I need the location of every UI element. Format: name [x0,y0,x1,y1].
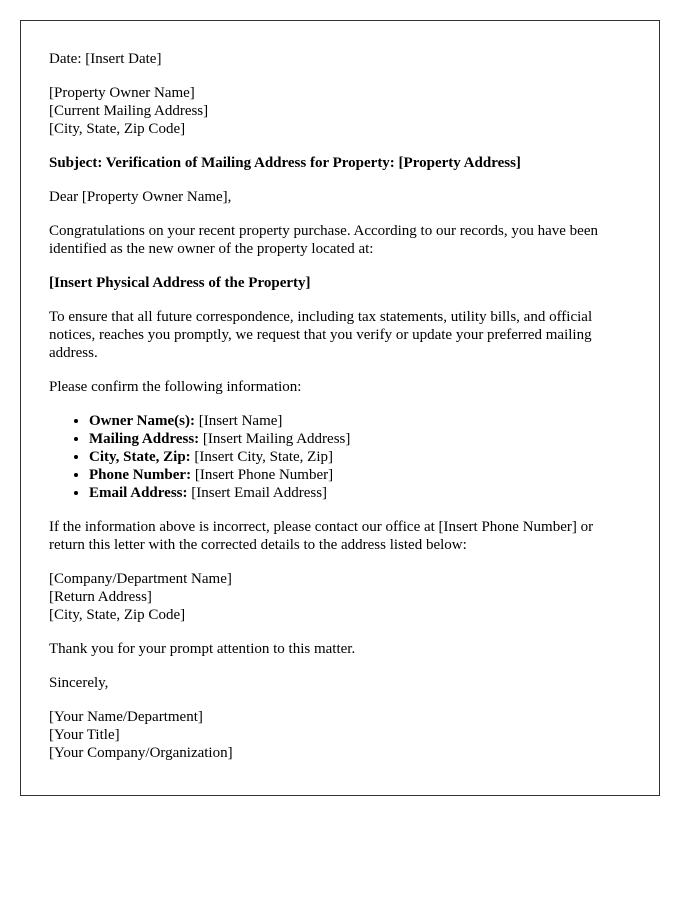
info-label: Phone Number: [89,467,192,483]
return-company-name: [Company/Department Name] [49,571,232,587]
info-item-city-state-zip [89,448,631,466]
return-address [49,570,631,624]
info-value: [Insert Name] [198,413,283,429]
info-label: City, State, Zip: [89,449,191,465]
info-value: [Insert Mailing Address] [202,431,351,447]
confirm-prompt: Please confirm the following information: [49,379,302,395]
signature-name: [Your Name/Department] [49,709,203,725]
info-item-phone-number [89,466,631,484]
info-list [49,412,631,502]
info-value: [Insert Phone Number] [194,467,334,483]
salutation: Dear [Property Owner Name], [49,189,232,205]
recipient-address [49,84,631,138]
info-item-mailing-address [89,430,631,448]
signature-title: [Your Title] [49,727,120,743]
return-street-address: [Return Address] [49,589,152,605]
signature-organization: [Your Company/Organization] [49,745,233,761]
letter-document [20,20,660,796]
closing-line: Sincerely, [49,675,109,691]
info-label: Mailing Address: [89,431,200,447]
intro-paragraph: Congratulations on your recent property purchase. According to our records, you have been identified as the new owner of the property located at: [49,223,598,257]
signature-block [49,708,631,762]
thanks-line: Thank you for your prompt attention to this matter. [49,641,356,657]
info-label: Owner Name(s): [89,413,195,429]
property-address: [Insert Physical Address of the Property] [49,275,311,291]
info-item-owner-name [89,412,631,430]
info-item-email-address [89,484,631,502]
recipient-city-state-zip: [City, State, Zip Code] [49,121,186,137]
purpose-paragraph: To ensure that all future correspondence, including tax statements, utility bills, and official notices, reaches you promptly, we request that you verify or update your preferred mailing address. [49,309,593,361]
date-line: Date: [Insert Date] [49,51,162,67]
recipient-mailing-address: [Current Mailing Address] [49,103,209,119]
info-label: Email Address: [89,485,188,501]
contact-paragraph: If the information above is incorrect, please contact our office at [Insert Phone Number] or return this letter with the corrected details to the address listed below: [49,519,594,553]
info-value: [Insert City, State, Zip] [194,449,334,465]
info-value: [Insert Email Address] [191,485,328,501]
return-city-state-zip: [City, State, Zip Code] [49,607,186,623]
subject-line: Subject: Verification of Mailing Address for Property: [Property Address] [49,155,521,171]
recipient-name: [Property Owner Name] [49,85,195,101]
